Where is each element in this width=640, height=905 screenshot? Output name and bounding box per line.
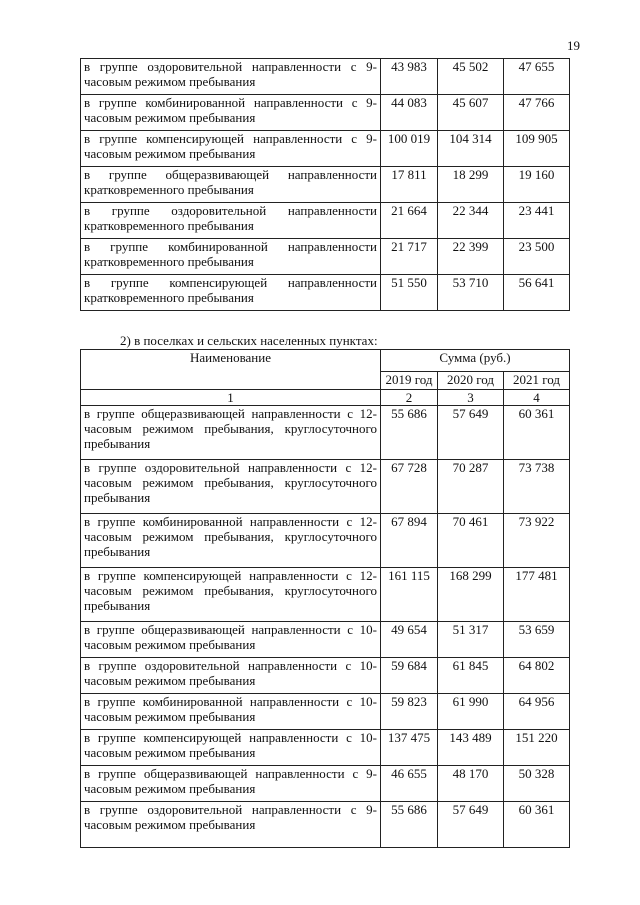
table-row [81,802,570,848]
value-2019: 17 811 [381,167,438,203]
header-sum: Сумма (руб.) [381,350,570,372]
value-2021: 151 220 [504,730,570,766]
row-name: в группе оздоровительной направленности с 9-часовым режимом пребывания [81,802,381,848]
value-2019: 46 655 [381,766,438,802]
row-name: в группе компенсирующей направленности кратковременного пребывания [81,275,381,311]
value-2019: 51 550 [381,275,438,311]
value-2020: 51 317 [438,622,504,658]
value-2019: 21 717 [381,239,438,275]
value-2020: 22 344 [438,203,504,239]
row-name: в группе общеразвивающей направленности кратковременного пребывания [81,167,381,203]
value-2021: 50 328 [504,766,570,802]
value-2019: 49 654 [381,622,438,658]
value-2021: 73 922 [504,514,570,568]
table-row [81,694,570,730]
value-2019: 55 686 [381,406,438,460]
section-title: 2) в поселках и сельских населенных пунктах: [120,333,378,348]
table-row [81,167,570,203]
table-row [81,568,570,622]
value-2020: 45 607 [438,95,504,131]
row-name: в группе комбинированной направленности кратковременного пребывания [81,239,381,275]
header-name: Наименование [81,350,381,390]
value-2021: 56 641 [504,275,570,311]
table-row [81,275,570,311]
value-2019: 161 115 [381,568,438,622]
value-2019: 67 728 [381,460,438,514]
value-2021: 73 738 [504,460,570,514]
value-2021: 19 160 [504,167,570,203]
table-row [81,95,570,131]
page-number: 19 [567,38,580,53]
value-2021: 53 659 [504,622,570,658]
table-row [81,406,570,460]
column-number: 4 [504,390,570,406]
value-2020: 143 489 [438,730,504,766]
table-row [81,131,570,167]
value-2019: 67 894 [381,514,438,568]
column-number: 3 [438,390,504,406]
value-2021: 47 766 [504,95,570,131]
value-2020: 57 649 [438,406,504,460]
value-2021: 177 481 [504,568,570,622]
value-2020: 53 710 [438,275,504,311]
row-name: в группе общеразвивающей направленности с 12-часовым режимом пребывания, круглосуточного пребывания [81,406,381,460]
value-2020: 45 502 [438,59,504,95]
value-2021: 64 956 [504,694,570,730]
value-2019: 55 686 [381,802,438,848]
table-row [81,460,570,514]
table-row [81,622,570,658]
value-2020: 61 845 [438,658,504,694]
tariff-table-villages [80,349,570,848]
value-2021: 23 500 [504,239,570,275]
table-row [81,658,570,694]
value-2019: 59 823 [381,694,438,730]
value-2020: 22 399 [438,239,504,275]
column-number: 2 [381,390,438,406]
value-2019: 21 664 [381,203,438,239]
table-row [81,514,570,568]
row-name: в группе комбинированной направленности с 12-часовым режимом пребывания, круглосуточного пребывания [81,514,381,568]
row-name: в группе оздоровительной направленности кратковременного пребывания [81,203,381,239]
value-2021: 23 441 [504,203,570,239]
value-2020: 70 461 [438,514,504,568]
value-2020: 168 299 [438,568,504,622]
value-2021: 47 655 [504,59,570,95]
value-2020: 48 170 [438,766,504,802]
table-row [81,766,570,802]
row-name: в группе компенсирующей направленности с 10-часовым режимом пребывания [81,730,381,766]
value-2019: 100 019 [381,131,438,167]
row-name: в группе комбинированной направленности с 10-часовым режимом пребывания [81,694,381,730]
value-2021: 109 905 [504,131,570,167]
table-row [81,59,570,95]
row-name: в группе оздоровительной направленности с 9-часовым режимом пребывания [81,59,381,95]
row-name: в группе общеразвивающей направленности с 9-часовым режимом пребывания [81,766,381,802]
header-year-2021: 2021 год [504,372,570,390]
tariff-table-continued [80,58,570,311]
value-2019: 43 983 [381,59,438,95]
row-name: в группе комбинированной направленности с 9-часовым режимом пребывания [81,95,381,131]
table-row [81,239,570,275]
column-number: 1 [81,390,381,406]
row-name: в группе оздоровительной направленности с 12-часовым режимом пребывания, круглосуточного пребывания [81,460,381,514]
value-2020: 61 990 [438,694,504,730]
value-2020: 57 649 [438,802,504,848]
row-name: в группе компенсирующей направленности с 12-часовым режимом пребывания, круглосуточного пребывания [81,568,381,622]
value-2019: 44 083 [381,95,438,131]
header-year-2020: 2020 год [438,372,504,390]
value-2020: 104 314 [438,131,504,167]
value-2020: 70 287 [438,460,504,514]
value-2021: 60 361 [504,802,570,848]
row-name: в группе общеразвивающей направленности с 10-часовым режимом пребывания [81,622,381,658]
row-name: в группе оздоровительной направленности с 10-часовым режимом пребывания [81,658,381,694]
row-name: в группе компенсирующей направленности с 9-часовым режимом пребывания [81,131,381,167]
value-2021: 60 361 [504,406,570,460]
value-2019: 137 475 [381,730,438,766]
table-row [81,730,570,766]
header-year-2019: 2019 год [381,372,438,390]
table-row [81,203,570,239]
value-2021: 64 802 [504,658,570,694]
value-2019: 59 684 [381,658,438,694]
value-2020: 18 299 [438,167,504,203]
